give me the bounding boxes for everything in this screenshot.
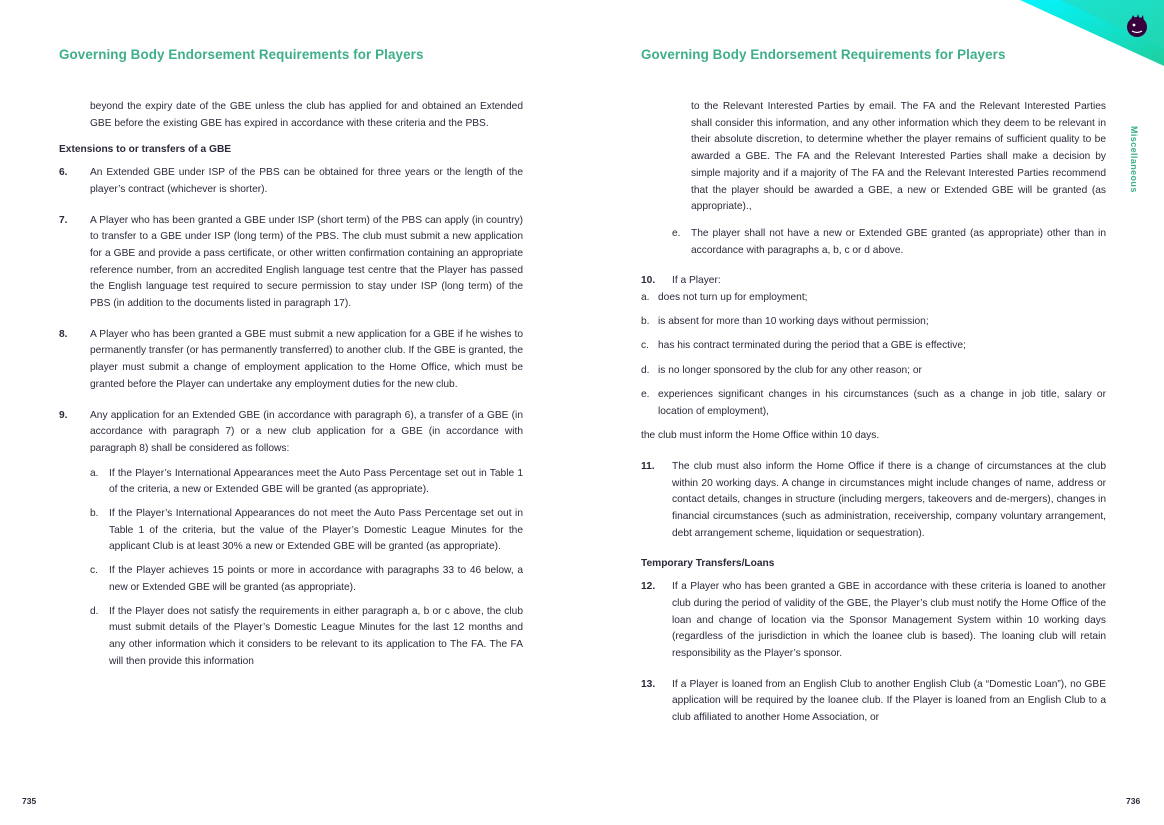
paragraph-6 (59, 165, 523, 198)
list-item-letter: a. (641, 292, 650, 304)
list-item (641, 338, 1106, 355)
sub-item-text: If the Player does not satisfy the requirements in either paragraph a, b or c above, the club must submit details of the Player’s Domestic League Minutes for the last 12 months and any other information which it considers to be relevant to its application to The FA. The FA will then provide this information (109, 605, 523, 667)
list-item-text: experiences significant changes in his circumstances (such as a change in job title, salary or location of employment), (658, 388, 1106, 417)
list-item (641, 290, 1106, 307)
sub-item-text: If the Player achieves 15 points or more in accordance with paragraphs 33 to 46 below, a new or Extended GBE will be granted (as appropriate). (109, 565, 523, 593)
paragraph-text: The club must also inform the Home Office if there is a change of circumstances at the club within 20 working days. A change in circumstances might include changes of name, address or contact details, changes in structure (including mergers, takeovers and de-mergers), changes in financial circumstances (such as administration, receivership, company voluntary arrangement, debt arrangement scheme, liquidation or sequestration). (672, 460, 1106, 539)
paragraph-lead: If a Player: (672, 275, 721, 287)
paragraph-text: An Extended GBE under ISP of the PBS can be obtained for three years or the length of the player’s contract (whichever is shorter). (90, 167, 523, 195)
left-content (59, 99, 523, 677)
paragraph-text: A Player who has been granted a GBE under ISP (short term) of the PBS can apply (in country) to transfer to a GBE under ISP (long term) of the PBS. The club must submit a new application for a GBE and provide a pass certificate, or other written confirmation containing an appropriate reference number, from an accredited English language test centre that the Player has passed the English language test required to secure permission to stay under ISP (long term) of the PBS (in addition to the documents listed in paragraph 17). (90, 214, 523, 310)
sub-item-text: If the Player’s International Appearances meet the Auto Pass Percentage set out in Table 1 of the criteria, a new or Extended GBE will be granted (as appropriate). (109, 467, 523, 496)
list-item (641, 363, 1106, 380)
sub-item-a (59, 466, 523, 499)
sub-item-text: If the Player’s International Appearances do not meet the Auto Pass Percentage set out in Table 1 of the criteria, but the value of the Player’s Domestic League Minutes for the applicant Club is at least 30% a new or Extended GBE will be granted (as appropriate). (109, 508, 523, 553)
paragraph-number: 12. (641, 581, 656, 593)
page-heading-right: Governing Body Endorsement Requirements for Players (641, 47, 1006, 62)
paragraph-number: 6. (59, 167, 68, 179)
list-item-letter: c. (641, 340, 649, 352)
sub-item-b (59, 506, 523, 556)
list-item-letter: d. (641, 364, 650, 376)
paragraph-number: 13. (641, 678, 656, 690)
sub-item-letter: b. (90, 508, 99, 520)
paragraph-11 (641, 459, 1106, 543)
page-number-left: 735 (22, 796, 37, 806)
list-item-text: has his contract terminated during the period that a GBE is effective; (658, 340, 966, 352)
sub-item-d (59, 604, 523, 671)
paragraph-number: 10. (641, 275, 656, 287)
continued-paragraph: to the Relevant Interested Parties by email. The FA and the Relevant Interested Parties shall consider this information, and any other information which they deem to be relevant in their absolute discretion, to determine whether the player remains of sufficient quality to be awarded a GBE. The FA and the Relevant Interested Parties shall make a decision by simple majority and if a majority of The FA and the Relevant Interested Parties recommend that the player should be awarded a GBE, a new or Extended GBE will be granted (as appropriate)., (691, 101, 1106, 213)
section-side-tab: Miscellaneous (1129, 126, 1139, 193)
paragraph-number: 11. (641, 460, 655, 472)
paragraph-text: A Player who has been granted a GBE must submit a new application for a GBE if he wishes to permanently transfer (or has permanently transferred) to another club. If the GBE is granted, the player must submit a change of employment application to the Home Office, which must be granted before the Player can undertake any employment duties for the new club. (90, 328, 523, 390)
paragraph-text: If a Player who has been granted a GBE in accordance with these criteria is loaned to another club during the period of validity of the GBE, the Player’s club must notify the Home Office of the loan and change of location via the Sponsor Management System within 10 working days (regardless of the jurisdiction in which the loanee club is based). The loaning club will retain responsibility as the Player’s sponsor. (672, 581, 1106, 659)
page-number-right: 736 (1126, 796, 1141, 806)
paragraph-10-list (641, 290, 1106, 420)
list-item-letter: e. (641, 388, 650, 400)
paragraph-text: Any application for an Extended GBE (in accordance with paragraph 6), a transfer of a GBE (in accordance with paragraph 7) or a new club application for a GBE (in accordance with paragraph 8) shall be considered as follows: (90, 409, 523, 454)
sub-item-letter: e. (672, 227, 681, 239)
sub-item-letter: a. (90, 467, 99, 479)
paragraph-number: 9. (59, 409, 68, 421)
page-heading-left: Governing Body Endorsement Requirements for Players (59, 47, 424, 62)
section-subheading: Extensions to or transfers of a GBE (59, 144, 232, 156)
right-page (582, 0, 1164, 825)
paragraph-text: If a Player is loaned from an English Club to another English Club (a “Domestic Loan”), no GBE application will be required by the loanee club. If the Player is loaned from an English Club to a club affiliated to another Home Association, or (672, 678, 1106, 724)
paragraph-number: 7. (59, 214, 68, 226)
paragraph-10-conclusion: the club must inform the Home Office within 10 days. (641, 430, 880, 442)
paragraph-10 (641, 273, 1106, 290)
list-item-text: is absent for more than 10 working days without permission; (658, 316, 929, 328)
list-item (641, 387, 1106, 420)
continued-paragraph: beyond the expiry date of the GBE unless the club has applied for and obtained an Extended GBE before the existing GBE has expired in accordance with these criteria and the PBS. (90, 101, 523, 129)
paragraph-7 (59, 213, 523, 313)
list-item-text: is no longer sponsored by the club for any other reason; or (658, 364, 922, 376)
sub-item-text: The player shall not have a new or Extended GBE granted (as appropriate) other than in accordance with paragraphs a, b, c or d above. (691, 227, 1106, 256)
list-item (641, 314, 1106, 331)
list-item-letter: b. (641, 316, 650, 328)
paragraph-12 (641, 579, 1106, 663)
corner-decoration (1020, 0, 1164, 66)
sub-item-letter: c. (90, 565, 98, 577)
list-item-text: does not turn up for employment; (658, 292, 808, 304)
paragraph-9 (59, 408, 523, 458)
right-content (641, 99, 1106, 741)
sub-item-letter: d. (90, 605, 99, 617)
paragraph-13 (641, 677, 1106, 727)
sub-item-c (59, 563, 523, 596)
paragraph-number: 8. (59, 328, 68, 340)
section-subheading: Temporary Transfers/Loans (641, 558, 775, 570)
sub-item-e (641, 226, 1106, 259)
paragraph-8 (59, 327, 523, 394)
